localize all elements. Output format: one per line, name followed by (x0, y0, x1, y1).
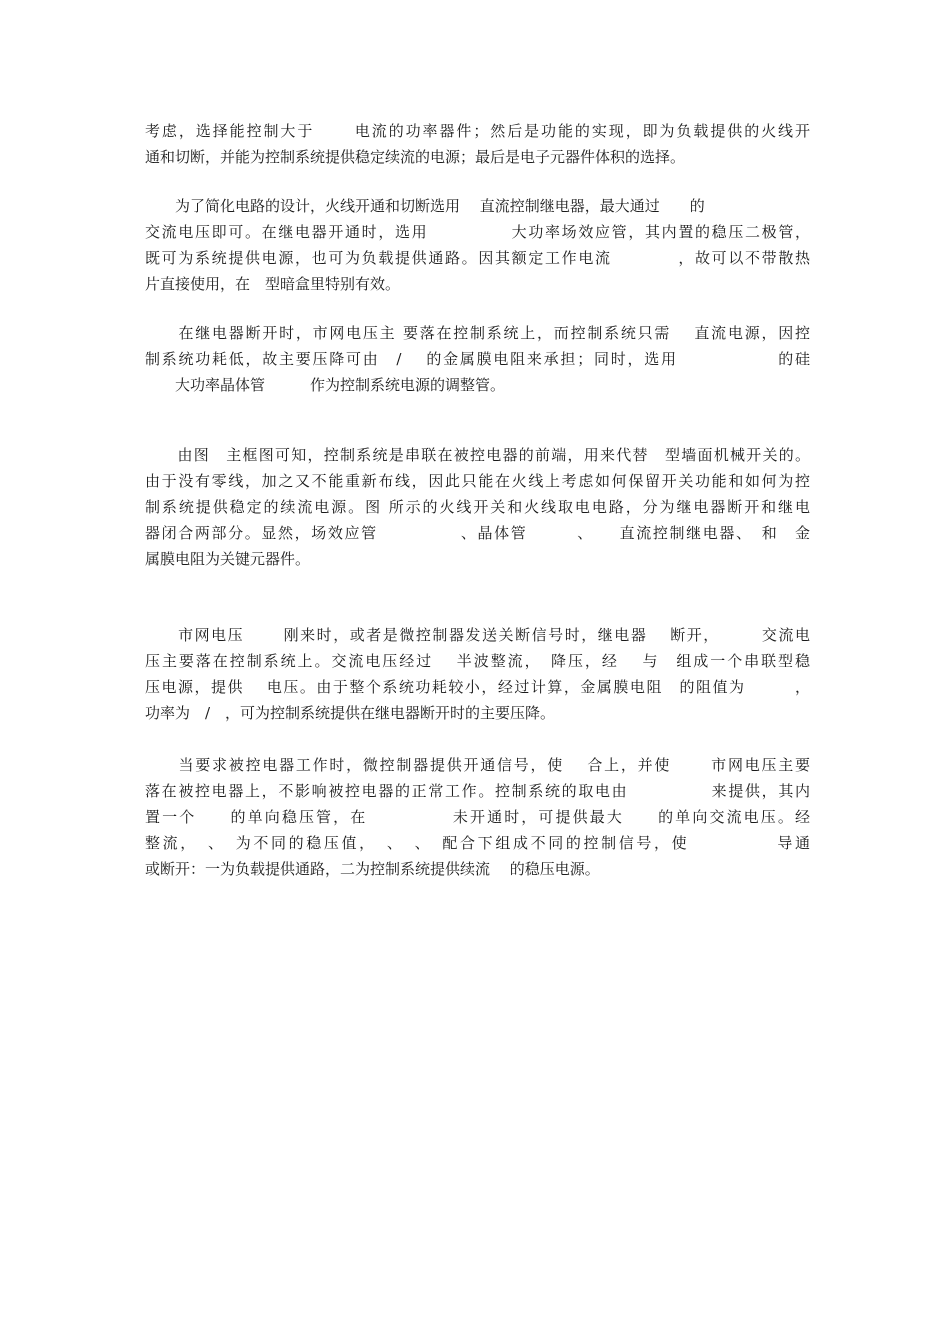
text-line: 压电源，提供 电压。由于整个系统功耗较小，经过计算，金属膜电阻 的阻值为 ， (145, 678, 810, 696)
paragraph-5 (145, 622, 810, 726)
text-line: 片直接使用，在 型暗盒里特别有效。 (145, 275, 401, 293)
text-line: 制系统提供稳定的续流电源。图 所示的火线开关和火线取电电路，分为继电器断开和继电 (145, 498, 810, 516)
text-line: 落在被控电器上，不影响被控电器的正常工作。控制系统的取电由 来提供，其内 (145, 782, 810, 800)
paragraph-3 (145, 320, 810, 398)
text-line: 当要求被控电器工作时，微控制器提供开通信号，使 合上，并使 市网电压主要 (145, 756, 810, 774)
text-line: 由图 主框图可知，控制系统是串联在被控电器的前端，用来代替 型墙面机械开关的。 (145, 446, 810, 464)
text-line: 既可为系统提供电源，也可为负载提供通路。因其额定工作电流 ，故可以不带散热 (145, 249, 810, 267)
text-line: 大功率晶体管 作为控制系统电源的调整管。 (145, 376, 506, 394)
text-line: 制系统功耗低，故主要压降可由 / 的金属膜电阻来承担；同时，选用 的硅 (145, 350, 810, 368)
text-line: 置一个 的单向稳压管，在 未开通时，可提供最大 的单向交流电压。经 (145, 808, 810, 826)
text-line: 器闭合两部分。显然，场效应管 、晶体管 、 直流控制继电器、 和 金 (145, 524, 810, 542)
paragraph-1 (145, 118, 810, 170)
text-line: 在继电器断开时，市网电压主 要落在控制系统上，而控制系统只需 直流电源，因控 (145, 324, 810, 342)
text-line: 或断开：一为负载提供通路，二为控制系统提供续流 的稳压电源。 (145, 860, 600, 878)
paragraph-2 (145, 193, 810, 297)
text-line: 由于没有零线，加之又不能重新布线，因此只能在火线上考虑如何保留开关功能和如何为控 (145, 472, 810, 490)
text-line: 功率为 / ，可为控制系统提供在继电器断开时的主要压降。 (145, 704, 556, 722)
paragraph-4 (145, 442, 810, 572)
paragraph-6 (145, 752, 810, 882)
text-line: 通和切断，并能为控制系统提供稳定续流的电源；最后是电子元器件体积的选择。 (145, 148, 686, 166)
text-line: 考虑，选择能控制大于 电流的功率器件；然后是功能的实现，即为负载提供的火线开 (145, 122, 810, 140)
text-line: 属膜电阻为关键元器件。 (145, 550, 311, 568)
text-line: 压主要落在控制系统上。交流电压经过 半波整流， 降压，经 与 组成一个串联型稳 (145, 652, 810, 670)
text-line: 交流电压即可。在继电器开通时，选用 大功率场效应管，其内置的稳压二极管， (145, 223, 810, 241)
text-line: 整流， 、 为不同的稳压值， 、 、 配合下组成不同的控制信号，使 导通 (145, 834, 810, 852)
text-line: 市网电压 刚来时，或者是微控制器发送关断信号时，继电器 断开， 交流电 (145, 626, 810, 644)
text-line: 为了简化电路的设计，火线开通和切断选用 直流控制继电器，最大通过 的 (145, 197, 705, 215)
